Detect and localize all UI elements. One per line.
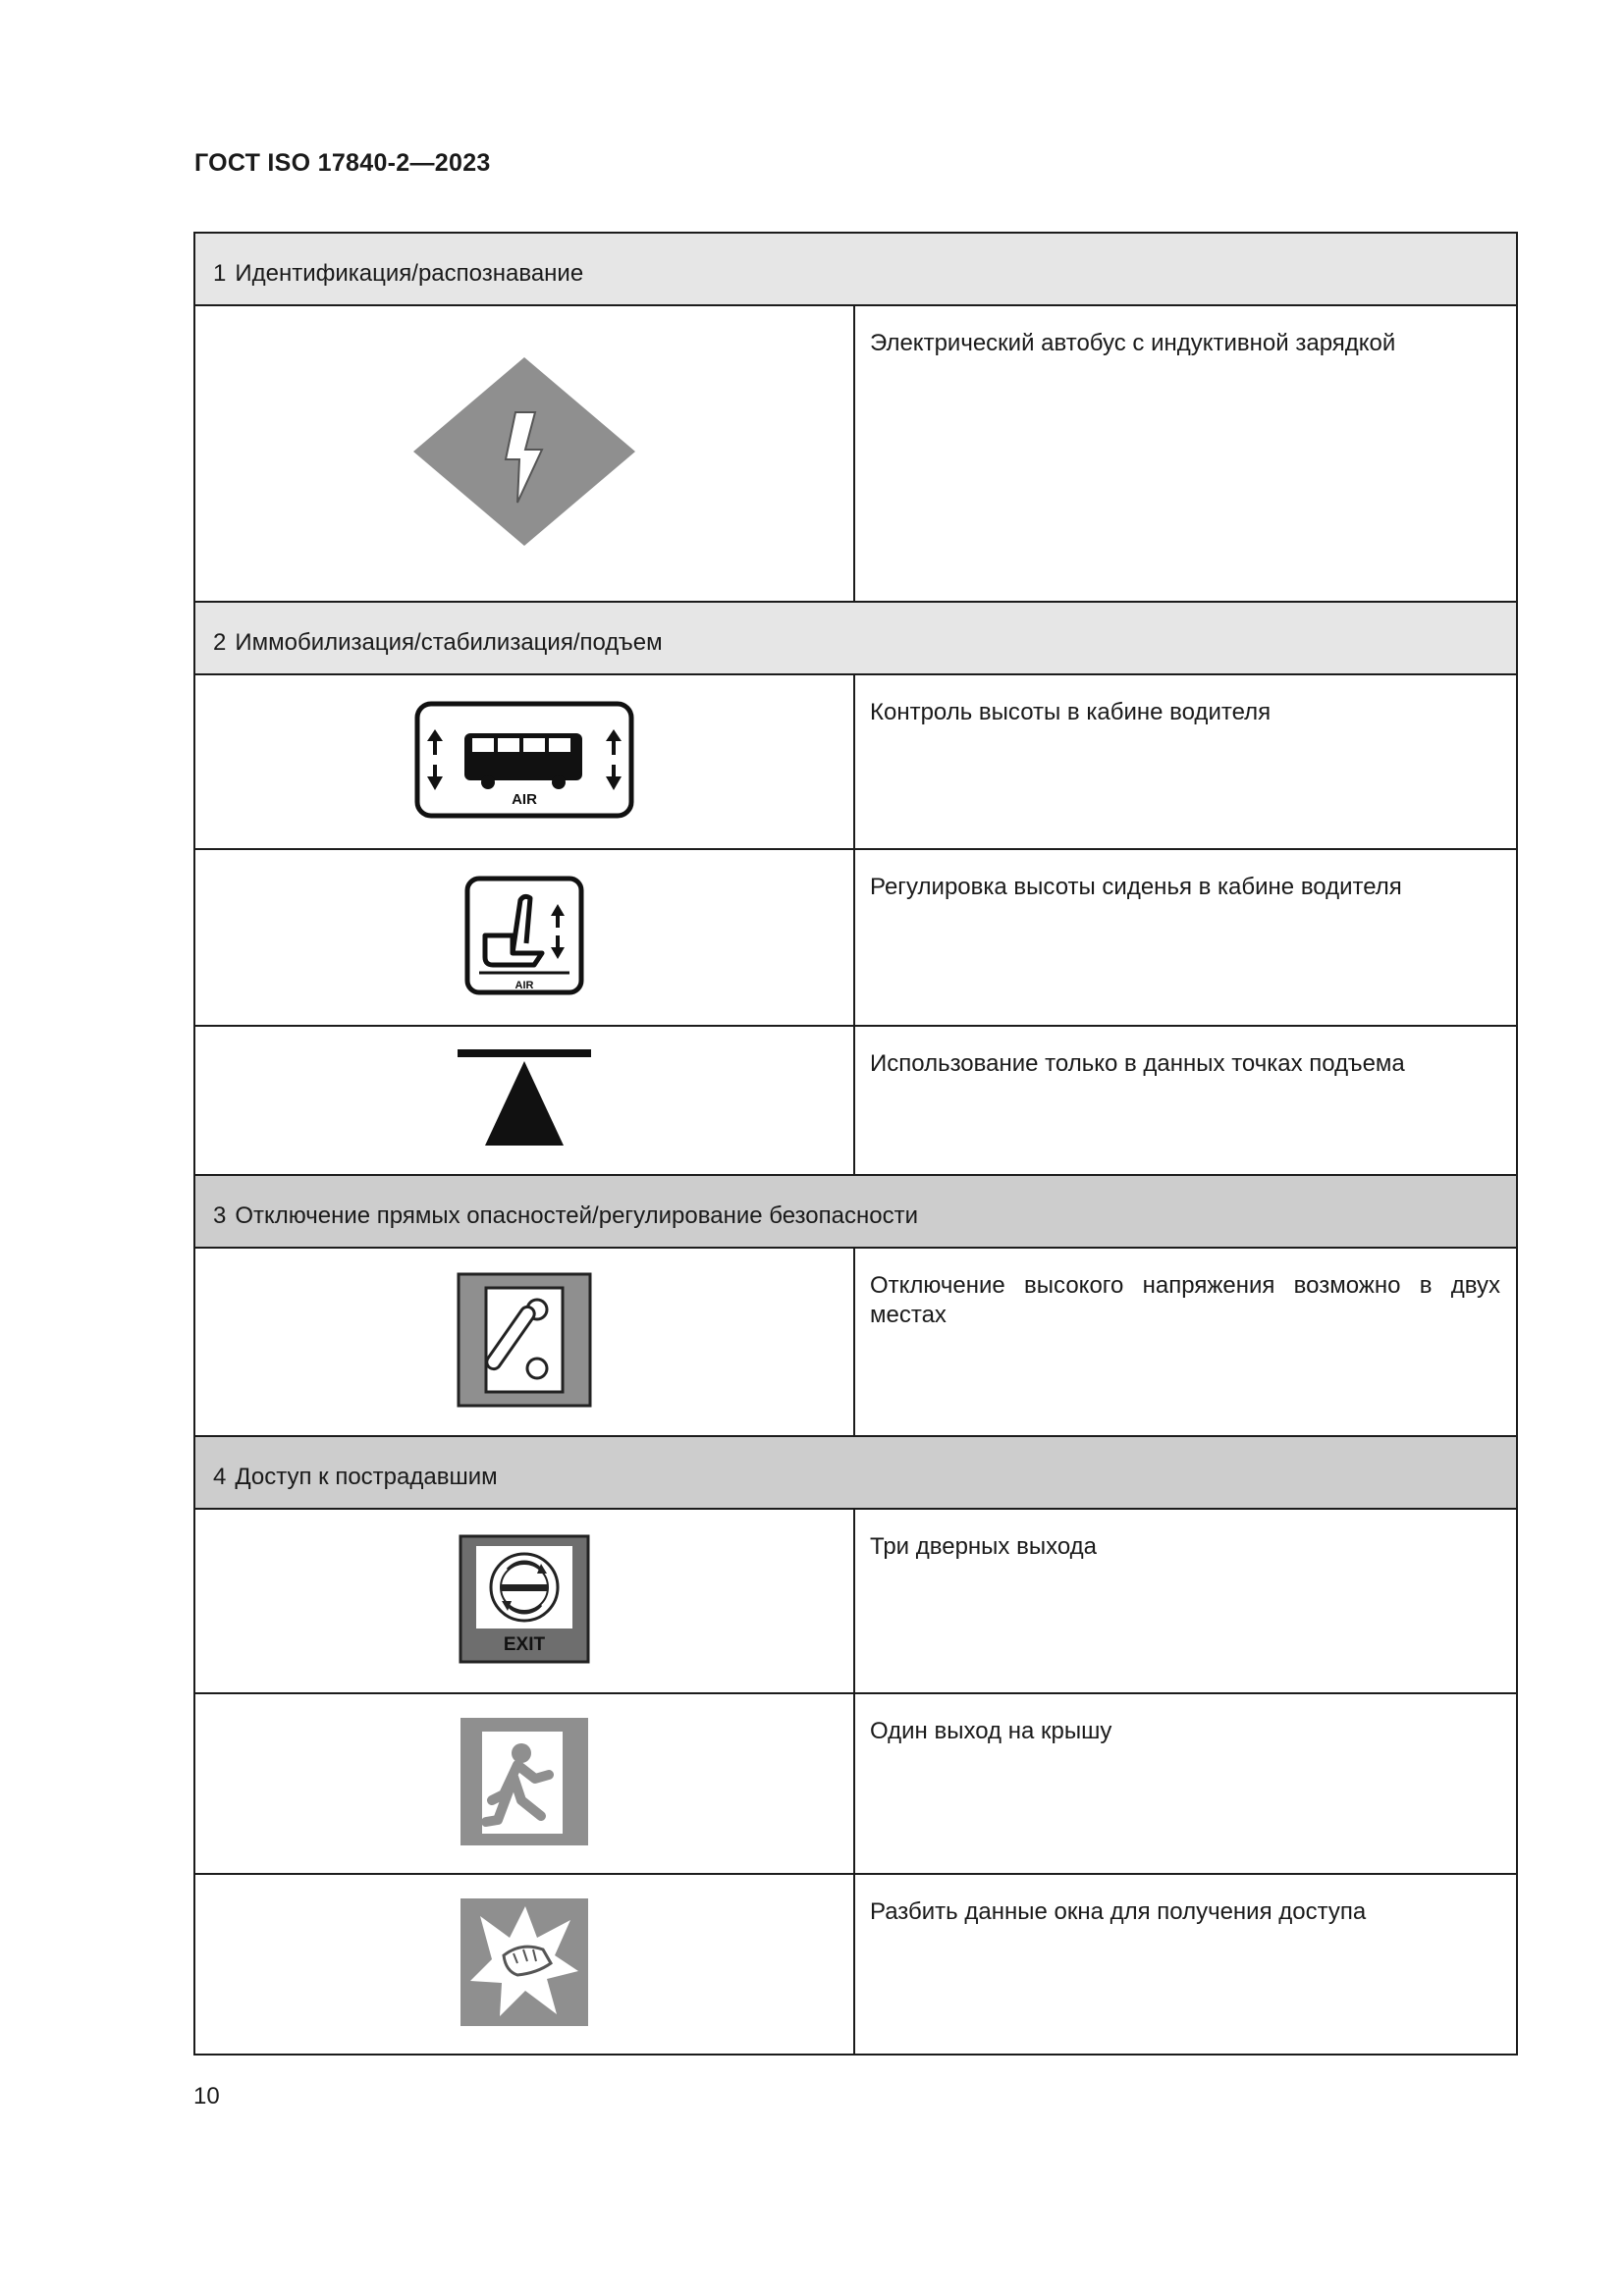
lifting-point-icon	[456, 1047, 593, 1154]
table-row	[194, 305, 1517, 602]
door-exit-valve-icon	[459, 1534, 590, 1669]
roof-exit-running-man-icon	[460, 1718, 588, 1850]
table-row	[194, 1693, 1517, 1874]
page-number: 10	[193, 2083, 220, 2109]
table-row	[194, 1248, 1517, 1436]
seat-height-air-icon	[463, 875, 585, 1001]
section-number: 3	[213, 1202, 227, 1229]
section-title: Отключение прямых опасностей/регулирование безопасности	[235, 1202, 918, 1229]
symbols-table	[193, 232, 1518, 2056]
icon-label: AIR	[514, 979, 534, 991]
section-header-3	[194, 1175, 1517, 1248]
item-description: Электрический автобус с индуктивной зарядкой	[870, 330, 1396, 356]
item-description: Использование только в данных точках подъема	[870, 1050, 1405, 1077]
table-row	[194, 1509, 1517, 1693]
section-title: Иммобилизация/стабилизация/подъем	[235, 629, 663, 656]
high-voltage-disconnect-icon	[457, 1272, 592, 1413]
section-title: Доступ к пострадавшим	[235, 1464, 498, 1490]
electric-vehicle-diamond-icon	[411, 355, 637, 553]
table-row	[194, 674, 1517, 849]
item-description: Отключение высокого напряжения возможно в двух местах	[870, 1272, 1501, 1328]
section-number: 4	[213, 1464, 227, 1490]
table-row	[194, 849, 1517, 1026]
item-description: Три дверных выхода	[870, 1533, 1097, 1560]
document-header: ГОСТ ISO 17840-2—2023	[194, 149, 491, 177]
item-description: Один выход на крышу	[870, 1718, 1112, 1744]
item-description: Регулировка высоты сиденья в кабине водителя	[870, 874, 1402, 900]
break-window-icon	[460, 1898, 588, 2031]
section-header-1	[194, 233, 1517, 305]
table-row	[194, 1026, 1517, 1175]
item-description: Разбить данные окна для получения доступа	[870, 1898, 1367, 1925]
table-row	[194, 1874, 1517, 2055]
section-title: Идентификация/распознавание	[235, 260, 584, 287]
icon-label: AIR	[512, 790, 537, 808]
icon-label: EXIT	[503, 1633, 546, 1655]
item-description: Контроль высоты в кабине водителя	[870, 699, 1272, 725]
section-header-2	[194, 602, 1517, 674]
section-number: 1	[213, 260, 227, 287]
section-number: 2	[213, 629, 227, 656]
section-header-4	[194, 1436, 1517, 1509]
bus-air-suspension-height-icon	[413, 700, 635, 825]
